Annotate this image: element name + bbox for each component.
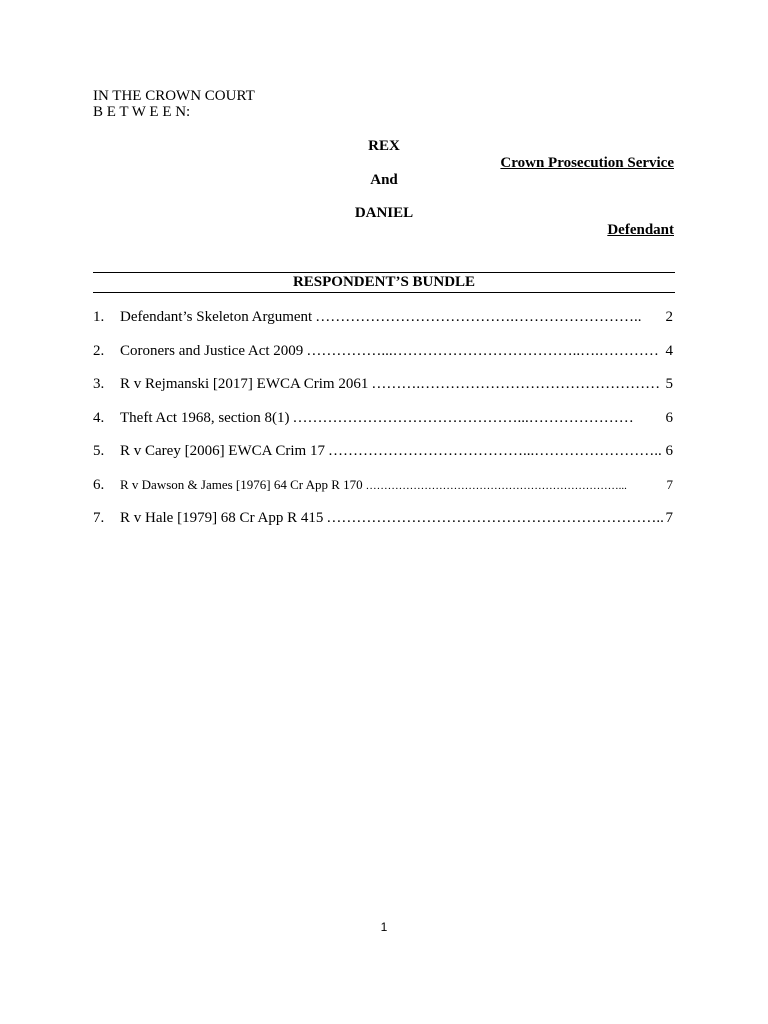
toc-item	[93, 309, 673, 343]
toc-item-leader: ……………...………………………………..….…………	[306, 342, 659, 359]
toc-item-number: 7.	[93, 510, 105, 526]
prosecution-role: Crown Prosecution Service	[500, 155, 674, 171]
toc-item-title: R v Rejmanski [2017] EWCA Crim 2061	[120, 376, 369, 392]
toc-item-page: 2	[665, 309, 673, 325]
toc-item-leader: ……….…………………………………………	[371, 376, 661, 392]
toc-item-page: 5	[665, 376, 673, 392]
table-of-contents	[93, 309, 673, 544]
toc-item-leader: ……………………………………………………………...	[365, 479, 627, 492]
toc-item-number: 6.	[93, 476, 105, 493]
defendant-role: Defendant	[607, 222, 674, 238]
toc-item-number: 5.	[93, 443, 105, 459]
prosecution-name: REX	[368, 138, 400, 154]
toc-item-title: Coroners and Justice Act 2009	[120, 342, 304, 359]
bundle-title-box	[93, 272, 675, 293]
toc-item-title: R v Carey [2006] EWCA Crim 17	[120, 443, 325, 459]
toc-item-number: 4.	[93, 409, 105, 426]
toc-item-title: R v Dawson & James [1976] 64 Cr App R 170	[120, 476, 363, 492]
toc-item-page: 4	[665, 342, 673, 359]
toc-item	[93, 477, 673, 511]
defendant-name: DANIEL	[354, 205, 414, 221]
toc-item-leader: ………………………………….……………………..	[315, 309, 642, 325]
toc-item-page: 6	[665, 443, 673, 459]
toc-item-title: Defendant’s Skeleton Argument	[120, 309, 313, 325]
toc-item-page: 7	[665, 510, 673, 526]
toc-item-number: 3.	[93, 376, 105, 392]
toc-item	[93, 376, 673, 410]
toc-item-title: R v Hale [1979] 68 Cr App R 415	[120, 510, 324, 526]
toc-item-leader: ………………………………………...…………………	[292, 409, 634, 426]
toc-item	[93, 343, 673, 377]
between-heading: B E T W E E N:	[93, 104, 191, 120]
toc-item-page: 7	[666, 476, 673, 492]
toc-item-title: Theft Act 1968, section 8(1)	[120, 409, 290, 426]
toc-item-leader: …………………………………………………………..	[326, 510, 664, 526]
toc-item-leader: …………………………………...……………………..	[327, 443, 662, 459]
party-conjunction: And	[370, 172, 398, 188]
toc-item-page: 6	[665, 409, 673, 426]
bundle-title: RESPONDENT’S BUNDLE	[292, 274, 476, 290]
toc-item-number: 1.	[93, 309, 105, 325]
page-number: 1	[380, 920, 388, 934]
toc-item	[93, 410, 673, 444]
toc-item	[93, 443, 673, 477]
toc-item-number: 2.	[93, 342, 105, 359]
court-heading: IN THE CROWN COURT	[93, 88, 255, 104]
toc-item	[93, 510, 673, 544]
